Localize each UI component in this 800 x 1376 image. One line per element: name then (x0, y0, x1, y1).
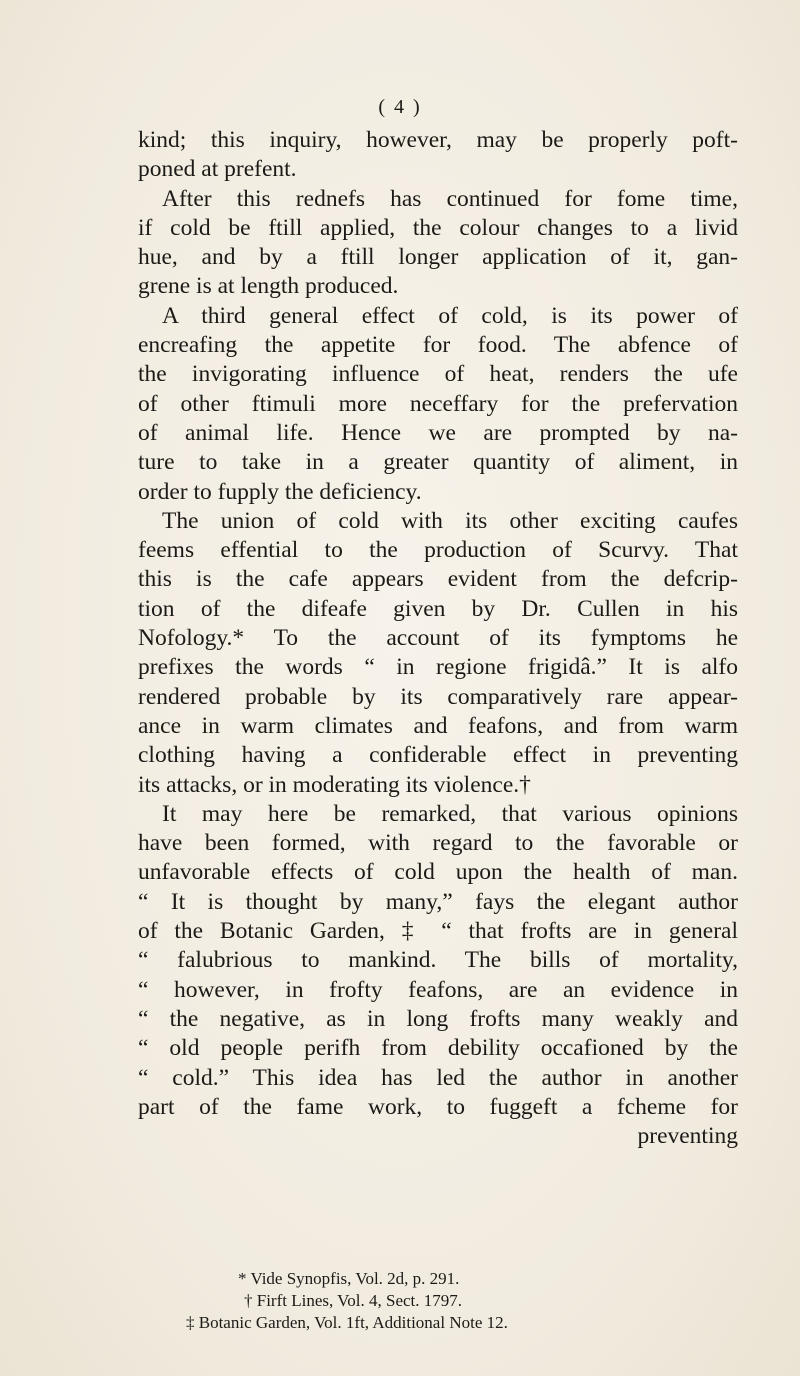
text-line: prefixes the words “ in regione frigidâ.” It is alfo (138, 654, 738, 681)
footnote: ‡ Botanic Garden, Vol. 1ft, Additional Note 12. (186, 1313, 508, 1332)
text-line: hue, and by a ftill longer application of it, gan- (138, 244, 738, 271)
footnotes (138, 1268, 738, 1334)
text-line: of the Botanic Garden, ‡ “ that frofts are in general (138, 918, 738, 945)
text-line: “ the negative, as in long frofts many weakly and (138, 1005, 738, 1032)
text-line: kind; this inquiry, however, may be properly poft- (138, 127, 738, 153)
text-line: After this rednefs has continued for fome time, (162, 185, 738, 212)
text-line: A third general effect of cold, is its power of (162, 302, 738, 329)
text-line: “ cold.” This idea has led the author in another (138, 1064, 738, 1091)
text-line: tion of the difeafe given by Dr. Cullen in his (138, 595, 738, 622)
text-line: “ falubrious to mankind. The bills of mortality, (138, 947, 738, 974)
text-line: The union of cold with its other exciting caufes (162, 507, 738, 534)
text-line: rendered probable by its comparatively rare appear- (138, 683, 738, 710)
text-line: order to fupply the deficiency. (138, 478, 422, 505)
text-line: “ however, in frofty feafons, are an evidence in (138, 976, 738, 1003)
text-line: this is the cafe appears evident from the defcrip- (138, 566, 738, 593)
text-line: “ It is thought by many,” fays the elegant author (138, 888, 738, 915)
text-line: grene is at length produced. (138, 273, 399, 300)
text-line: the invigorating influence of heat, renders the ufe (138, 361, 738, 388)
text-line: encreafing the appetite for food. The abfence of (138, 332, 738, 359)
body-text (138, 126, 738, 1151)
text-line: if cold be ftill applied, the colour changes to a livid (138, 214, 738, 241)
text-line: feems effential to the production of Scurvy. That (138, 537, 738, 564)
page-number: ( 4 ) (378, 96, 422, 118)
text-line: poned at prefent. (138, 156, 297, 183)
text-line: of other ftimuli more neceffary for the prefervation (138, 390, 738, 417)
text-line: “ old people perifh from debility occafioned by the (138, 1035, 738, 1062)
footnote: * Vide Synopfis, Vol. 2d, p. 291. (238, 1269, 460, 1288)
text-line: It may here be remarked, that various opinions (162, 800, 738, 827)
text-line: clothing having a confiderable effect in preventing (138, 742, 738, 769)
catchword: preventing (637, 1123, 738, 1150)
text-line: have been formed, with regard to the favorable or (138, 830, 738, 857)
text-line: ture to take in a greater quantity of aliment, in (138, 449, 738, 476)
text-line: of animal life. Hence we are prompted by na- (138, 419, 738, 446)
text-line: its attacks, or in moderating its violence.† (138, 771, 531, 798)
footnote: † Firft Lines, Vol. 4, Sect. 1797. (244, 1291, 463, 1310)
text-line: part of the fame work, to fuggeft a fcheme for (138, 1093, 738, 1120)
text-line: Nofology.* To the account of its fymptoms he (138, 625, 738, 652)
text-line: ance in warm climates and feafons, and from warm (138, 712, 738, 739)
text-line: unfavorable effects of cold upon the health of man. (138, 859, 738, 886)
